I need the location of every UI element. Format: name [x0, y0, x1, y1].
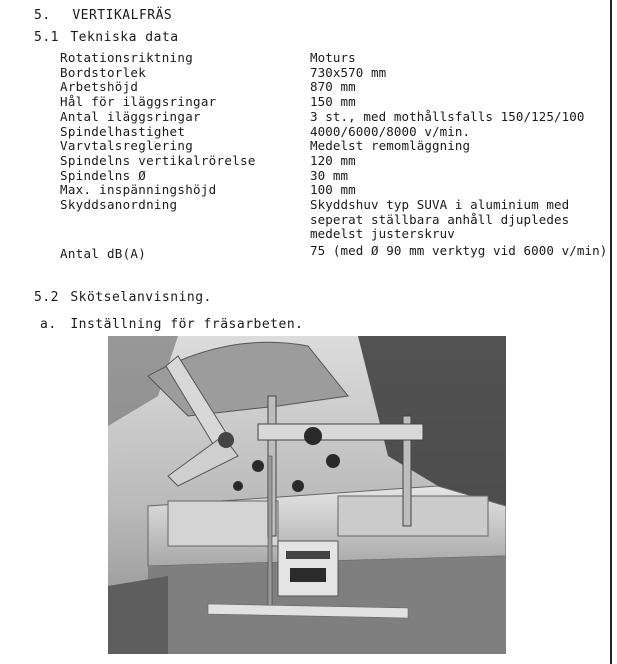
subsection-1-heading: [34, 30, 179, 45]
spec-row: [60, 154, 610, 169]
spec-value: 3 st., med mothållsfalls 150/125/100: [310, 108, 585, 124]
item-a-title: Inställning för fräsarbeten.: [70, 317, 304, 332]
spec-value: Medelst remomläggning: [310, 138, 471, 154]
subsection-2-heading: [34, 290, 212, 305]
subsection-2-number: 5.2: [34, 290, 59, 305]
spec-table: [60, 51, 610, 262]
machine-photo: [108, 336, 506, 654]
section-title: VERTIKALFRÄS: [72, 8, 173, 23]
spec-row: [60, 80, 610, 95]
spec-value: 30 mm: [310, 167, 349, 183]
spec-value: 100 mm: [310, 182, 356, 198]
section-number: 5.: [34, 8, 51, 23]
spec-value: 4000/6000/8000 v/min.: [310, 123, 471, 139]
spec-row: [60, 125, 610, 140]
subsection-1-title: Tekniska data: [70, 30, 179, 45]
spec-value: 120 mm: [310, 152, 356, 168]
spec-row: [60, 51, 610, 66]
shaper-machine-illustration: [108, 336, 506, 654]
page-edge-rule: [610, 0, 612, 664]
spec-label: Spindelhastighet: [60, 123, 186, 139]
spec-label: Antal iläggsringar: [60, 108, 201, 124]
spec-label: Skyddsanordning: [60, 197, 178, 213]
spec-label: Max. inspänningshöjd: [60, 182, 217, 198]
spec-label: Rotationsriktning: [60, 50, 194, 65]
spec-label: Spindelns Ø: [60, 167, 147, 183]
spec-value: 870 mm: [310, 79, 356, 95]
subsection-2-title: Skötselanvisning.: [70, 290, 212, 305]
spec-row: [60, 95, 610, 110]
spec-row: [60, 139, 610, 154]
item-a-marker: a.: [40, 317, 57, 332]
spec-value: Skyddshuv typ SUVA i aluminium med seperat ställbara anhåll djupledes medelst justerskruv: [310, 197, 570, 242]
spec-row: [60, 169, 610, 184]
section-heading: [34, 8, 172, 23]
spec-row: [60, 183, 610, 198]
item-a-heading: [40, 317, 303, 332]
noise-row: [60, 244, 610, 262]
spec-value: 730x570 mm: [310, 64, 387, 80]
spec-label: Varvtalsreglering: [60, 138, 194, 154]
spec-label: Spindelns vertikalrörelse: [60, 152, 256, 168]
spec-label: Hål för iläggsringar: [60, 94, 217, 110]
spec-label: Arbetshöjd: [60, 79, 139, 95]
spec-row: [60, 66, 610, 81]
spec-value: 150 mm: [310, 94, 356, 110]
spec-value: Moturs: [310, 50, 356, 65]
spec-label: Bordstorlek: [60, 64, 147, 80]
noise-label: Antal dB(A): [60, 246, 147, 262]
spec-row: [60, 110, 610, 125]
spec-row: [60, 198, 610, 242]
noise-value: 75 (med Ø 90 mm verktyg vid 6000 v/min): [310, 243, 608, 259]
subsection-1-number: 5.1: [34, 30, 59, 45]
